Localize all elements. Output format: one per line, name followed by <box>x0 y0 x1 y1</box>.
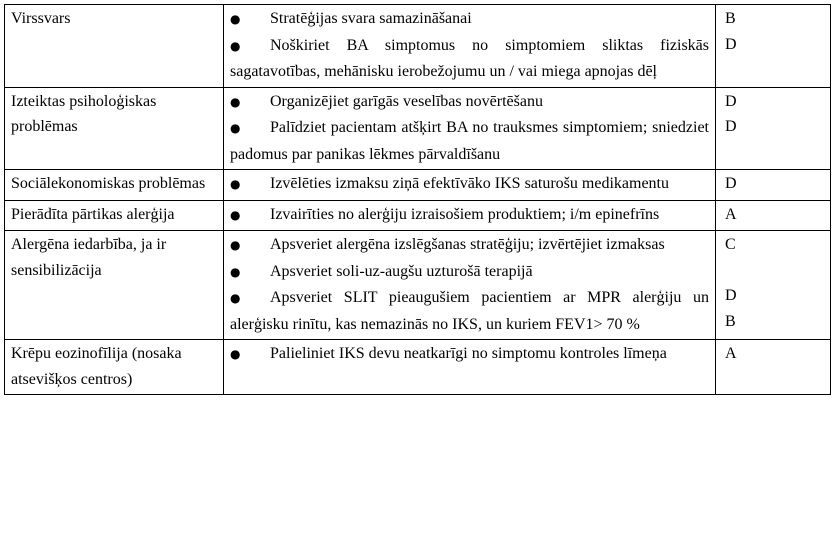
recommendation-item <box>230 171 709 198</box>
table-row <box>5 200 831 231</box>
bullet-icon: ● <box>230 291 241 305</box>
bullet-icon: ● <box>230 264 241 279</box>
grade-cell <box>716 170 831 201</box>
condition-cell <box>5 5 224 88</box>
condition-cell <box>5 200 224 231</box>
recommendations-table <box>4 4 831 395</box>
recommendation-cell <box>224 340 716 395</box>
condition-cell <box>5 340 224 395</box>
recommendation-item <box>230 341 709 368</box>
recommendation-text: Apsveriet SLIT pieaugušiem pacientiem ar MPR alerģiju un alerģisku rinītu, kas nemazinās no IKS, un kuriem FEV1> 70 % <box>230 289 709 333</box>
evidence-grade: D <box>725 35 737 53</box>
grade-spacer <box>722 258 824 284</box>
recommendation-text: Apsveriet soli-uz-augšu uzturošā terapijā <box>270 262 533 280</box>
recommendation-text: Stratēģijas svara samazināšanai <box>270 10 472 27</box>
condition-cell <box>5 231 224 340</box>
grade-cell <box>716 5 831 88</box>
recommendation-item <box>230 6 709 33</box>
recommendation-text: Apsveriet alergēna izslēgšanas stratēģiju; izvērtējiet izmaksas <box>270 236 665 253</box>
recommendation-text: Organizējiet garīgās veselības novērtēšanu <box>270 92 543 110</box>
recommendation-cell <box>224 200 716 231</box>
condition-cell <box>5 170 224 201</box>
table-row <box>5 340 831 395</box>
condition-text: Alergēna iedarbība, ja ir sensibilizācija <box>11 236 167 279</box>
bullet-icon: ● <box>230 121 241 135</box>
grade-cell <box>716 200 831 231</box>
table-row <box>5 231 831 340</box>
recommendation-text: Izvēlēties izmaksu ziņā efektīvāko IKS saturošu medikamentu <box>270 175 669 192</box>
recommendation-item <box>230 33 709 85</box>
table-row <box>5 87 831 170</box>
recommendation-text: Palīdziet pacientam atšķirt BA no trauksmes simptomiem; sniedziet padomus par panikas lēkmes pārvaldīšanu <box>230 119 709 163</box>
bullet-icon: ● <box>230 38 241 53</box>
condition-text: Krēpu eozinofīlija (nosaka atsevišķos centros) <box>11 345 182 388</box>
evidence-grade: D <box>725 118 737 135</box>
condition-text: Sociālekonomiskas problēmas <box>11 175 206 192</box>
recommendation-cell <box>224 87 716 170</box>
bullet-icon: ● <box>230 177 241 191</box>
condition-text: Izteiktas psiholoģiskas problēmas <box>11 92 157 135</box>
recommendation-item <box>230 232 709 259</box>
evidence-grade: D <box>725 287 737 304</box>
recommendation-item <box>230 89 709 116</box>
recommendation-item <box>230 202 709 229</box>
evidence-grade: C <box>725 236 736 253</box>
recommendation-text: Noškiriet BA simptomus no simptomiem sliktas fiziskās sagatavotības, mehānisku ierobežojumu un / vai miega apnojas dēļ <box>230 36 709 80</box>
evidence-grade: D <box>725 175 737 192</box>
recommendation-item <box>230 115 709 167</box>
grade-cell <box>716 340 831 395</box>
recommendation-cell <box>224 170 716 201</box>
evidence-grade: A <box>725 345 737 362</box>
recommendation-text: Izvairīties no alerģiju izraisošiem produktiem; i/m epinefrīns <box>270 205 660 223</box>
recommendation-cell <box>224 231 716 340</box>
grade-cell <box>716 231 831 340</box>
condition-text: Virssvars <box>11 10 71 27</box>
condition-cell <box>5 87 224 170</box>
recommendation-cell <box>224 5 716 88</box>
evidence-grade: A <box>725 205 737 223</box>
recommendation-text: Palieliniet IKS devu neatkarīgi no simptomu kontroles līmeņa <box>270 345 667 362</box>
evidence-grade: B <box>725 10 736 27</box>
bullet-icon: ● <box>230 207 241 222</box>
grade-cell <box>716 87 831 170</box>
condition-text: Pierādīta pārtikas alerģija <box>11 205 175 223</box>
evidence-grade: B <box>725 312 736 330</box>
table-row <box>5 5 831 88</box>
recommendation-item <box>230 259 709 286</box>
bullet-icon: ● <box>230 94 241 109</box>
bullet-icon: ● <box>230 238 241 252</box>
bullet-icon: ● <box>230 12 241 26</box>
bullet-icon: ● <box>230 347 241 361</box>
recommendation-item <box>230 285 709 337</box>
evidence-grade: D <box>725 92 737 110</box>
table-row <box>5 170 831 201</box>
